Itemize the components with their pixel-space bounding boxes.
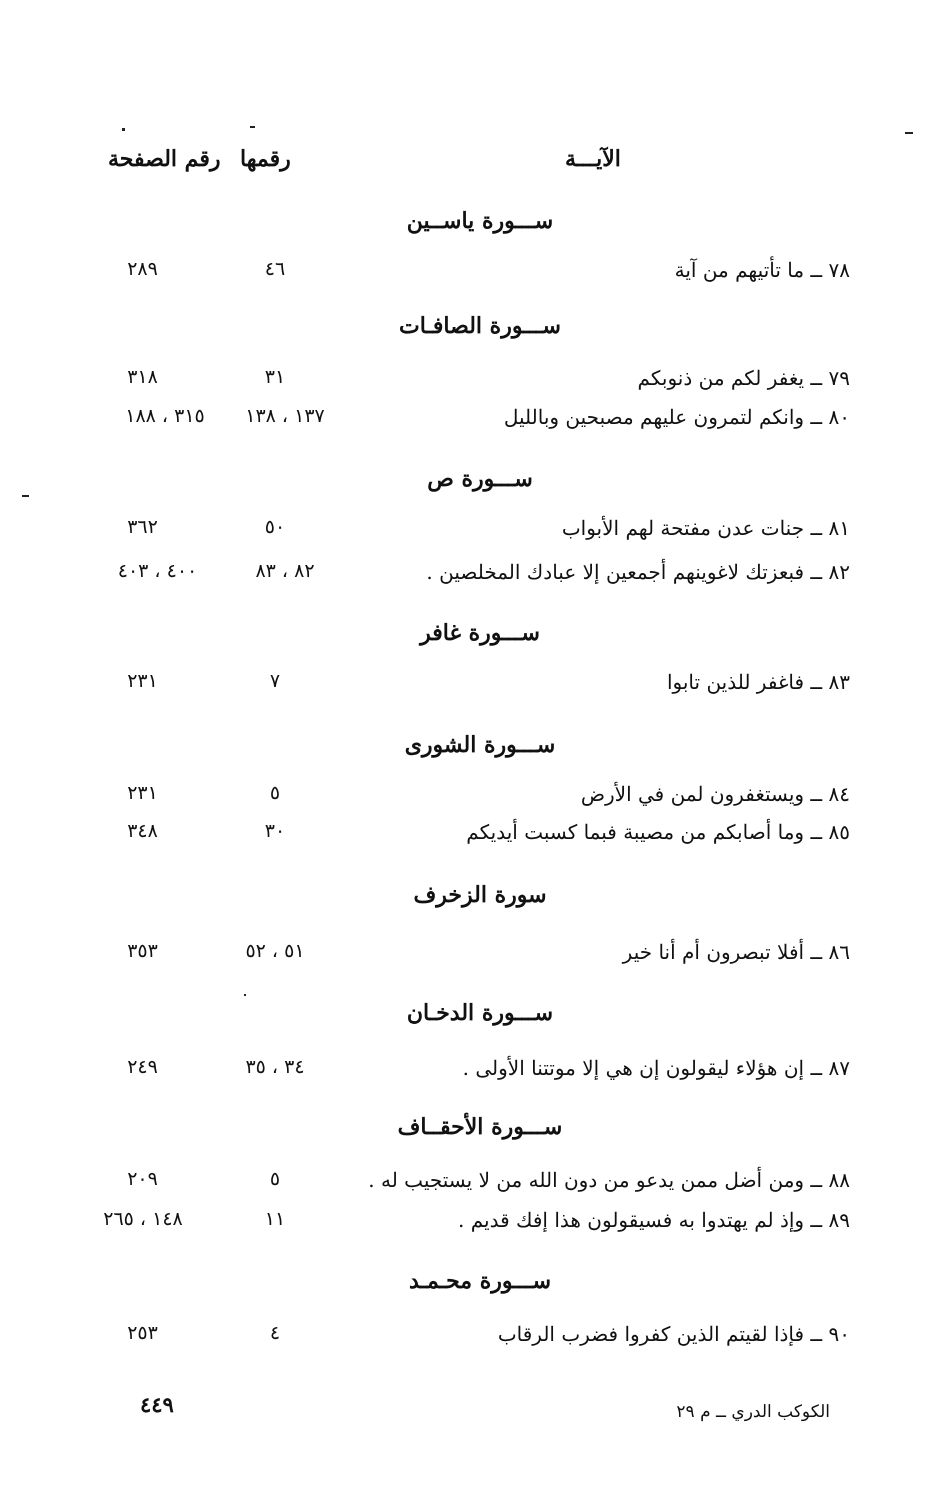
scan-speck xyxy=(122,128,125,131)
page-reference: ٢٣١ xyxy=(127,670,158,692)
page-reference: ٢٥٣ xyxy=(127,1322,158,1344)
page-reference: ٢٣١ xyxy=(127,782,158,804)
scan-speck xyxy=(244,994,246,996)
verse-text: ٨٥ ــ وما أصابكم من مصيبة فبما كسبت أيديكم xyxy=(466,820,850,844)
scan-speck xyxy=(905,132,913,134)
page-reference: ٣٦٢ xyxy=(127,516,158,538)
page-reference: ٣٤٨ xyxy=(127,820,158,842)
page-reference: ٣٥٣ xyxy=(127,940,158,962)
verse-number: ٥١ ، ٥٢ xyxy=(245,940,305,962)
verse-number: ٣٤ ، ٣٥ xyxy=(245,1056,305,1078)
verse-text: ٨٢ ــ فبعزتك لاغوينهم أجمعين إلا عبادك المخلصين . xyxy=(426,560,850,584)
sura-title: ســـورة غافر xyxy=(420,620,540,646)
verse-number: ١١ xyxy=(264,1208,286,1230)
header-page: رقم الصفحة xyxy=(108,146,221,172)
page-reference: ٢٠٩ xyxy=(127,1168,158,1190)
verse-text: ٨٦ ــ أفلا تبصرون أم أنا خير xyxy=(622,940,850,964)
verse-text: ٨٧ ــ إن هؤلاء ليقولون إن هي إلا موتتنا الأولى . xyxy=(462,1056,850,1080)
verse-number: ٣١ xyxy=(264,366,286,388)
verse-number: ٥ xyxy=(269,1168,281,1190)
page-reference: ٢٤٩ xyxy=(127,1056,158,1078)
sura-title: ســـورة الشورى xyxy=(404,732,556,758)
verse-text: ٨٤ ــ ويستغفرون لمن في الأرض xyxy=(580,782,850,806)
sura-title: ســـورة ياســين xyxy=(406,208,554,234)
verse-number: ٧ xyxy=(269,670,281,692)
page-reference: ٣١٥ ، ١٨٨ xyxy=(125,405,205,427)
sura-title: ســـورة الصافـات xyxy=(399,313,561,339)
verse-number: ٥ xyxy=(269,782,281,804)
verse-text: ٨٩ ــ وإذ لم يهتدوا به فسيقولون هذا إفك قديم . xyxy=(458,1208,850,1232)
verse-number: ٨٢ ، ٨٣ xyxy=(255,560,315,582)
sura-title: ســـورة الدخـان xyxy=(406,1000,554,1026)
header-verse: الآيـــة xyxy=(565,146,621,172)
scan-speck xyxy=(22,495,29,497)
verse-text: ٨٣ ــ فاغفر للذين تابوا xyxy=(666,670,850,694)
verse-text: ٧٨ ــ ما تأتيهم من آية xyxy=(674,258,850,282)
page-reference: ٣١٨ xyxy=(127,366,158,388)
verse-text: ٨١ ــ جنات عدن مفتحة لهم الأبواب xyxy=(561,516,850,540)
verse-text: ٨٠ ــ وانكم لتمرون عليهم مصبحين وبالليل xyxy=(503,405,850,429)
page-number: ٤٤٩ xyxy=(140,1392,174,1417)
verse-number: ١٣٧ ، ١٣٨ xyxy=(245,405,325,427)
sura-title: ســـورة الأحقــاف xyxy=(397,1114,563,1140)
verse-text: ٩٠ ــ فإذا لقيتم الذين كفروا فضرب الرقاب xyxy=(497,1322,850,1346)
header-number: رقمها xyxy=(240,146,291,172)
footer-source: الكوكب الدري ــ م ٢٩ xyxy=(676,1402,830,1422)
sura-title: ســـورة محـمـد xyxy=(408,1268,552,1294)
verse-text: ٨٨ ــ ومن أضل ممن يدعو من دون الله من لا يستجيب له . xyxy=(368,1168,850,1192)
page-reference: ١٤٨ ، ٢٦٥ xyxy=(103,1208,183,1230)
verse-number: ٣٠ xyxy=(264,820,286,842)
verse-text: ٧٩ ــ يغفر لكم من ذنوبكم xyxy=(637,366,850,390)
sura-title: ســـورة ص xyxy=(427,466,533,492)
page-reference: ٢٨٩ xyxy=(127,258,158,280)
verse-number: ٤ xyxy=(269,1322,281,1344)
sura-title: سورة الزخرف xyxy=(413,882,547,908)
verse-number: ٤٦ xyxy=(264,258,286,280)
page-reference: ٤٠٠ ، ٤٠٣ xyxy=(117,560,198,582)
verse-number: ٥٠ xyxy=(264,516,286,538)
scan-speck xyxy=(250,126,255,128)
